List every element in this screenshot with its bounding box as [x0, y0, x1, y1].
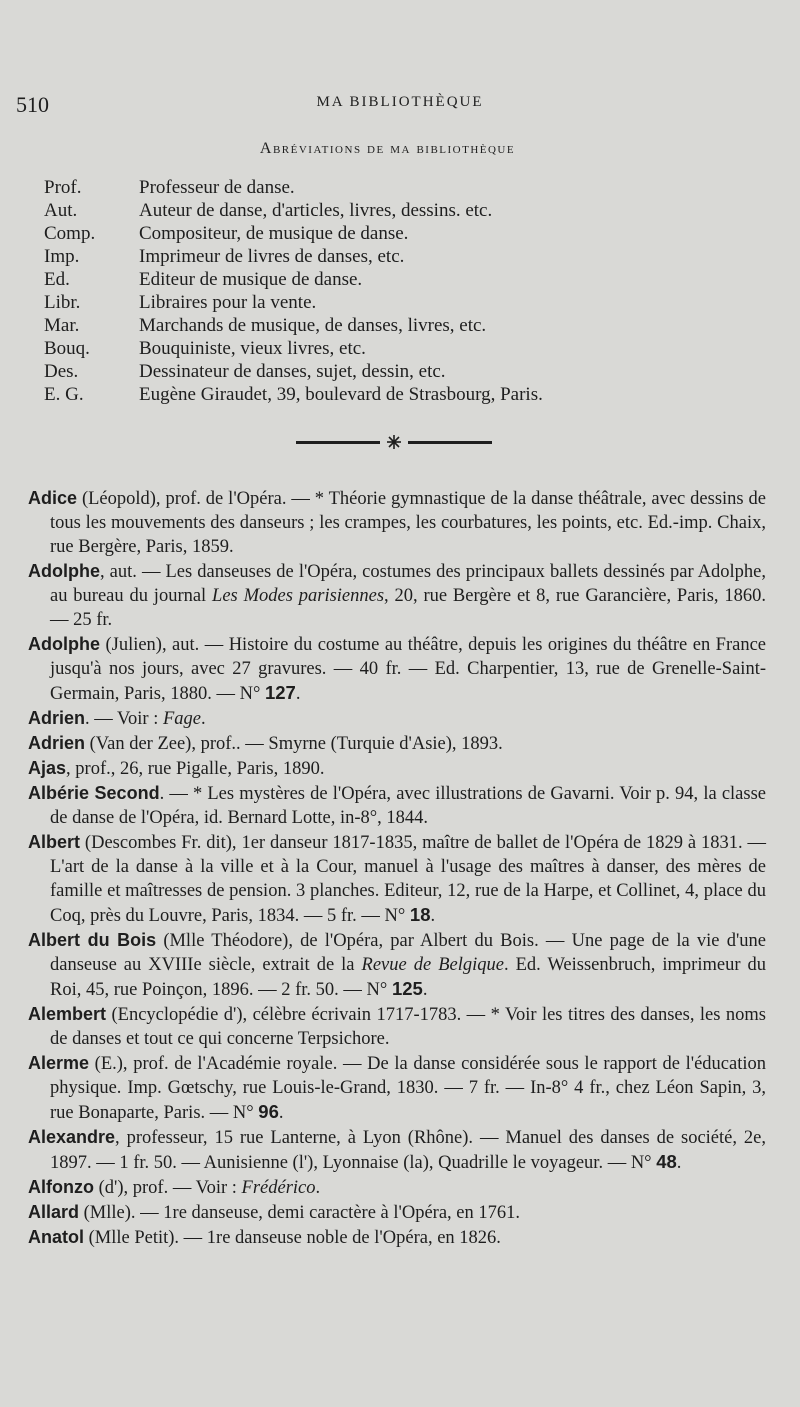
entry-italic-text: Fage	[162, 709, 201, 729]
abbreviation: Ed.	[44, 269, 70, 290]
page-number: 510	[16, 92, 49, 117]
entry-text: (Descombes Fr. dit), 1er danseur 1817-1835, maître de ballet de l'Opéra de 1829 à 1831. — L'art de la danse à la ville et à la Cour, manuel à l'usage des maîtres à danser, des mères de famille et maîtresses de pension. 3 planches. Editeur, 12, rue de la Harpe, et Collinet, 4, place du Coq, près du Louvre, Paris, 1834. — 5 fr. — N°	[50, 833, 766, 926]
entry-text: .	[422, 980, 428, 1000]
entry-text: (Julien), aut. — Histoire du costume au théâtre, depuis les origines du théâtre en France jusqu'à nos jours, avec 27 gravures. — 40 fr. — Ed. Charpentier, 13, rue de Grenelle-Saint-Germain, Paris, 1880. — N°	[50, 635, 766, 704]
abbreviation-row	[44, 222, 543, 245]
entry-text: . — * Les mystères de l'Opéra, avec illustrations de Gavarni. Voir p. 94, la classe de danse de l'Opéra, id. Bernard Lotte, in-8°, 1844.	[50, 784, 766, 828]
entry-text: . Ed. Weissenbruch, imprimeur du Roi, 45, rue Poinçon, 1896. — 2 fr. 50. — N°	[50, 955, 766, 1000]
entry	[28, 559, 766, 632]
abbreviation: Bouq.	[44, 338, 90, 359]
entry-headword: Anatol	[28, 1227, 84, 1247]
entry-text: , professeur, 15 rue Lanterne, à Lyon (Rhône). — Manuel des danses de société, 2e, 1897. — 1 fr. 50. — Aunisienne (l'), Lyonnaise (la), Quadrille le voyageur. — N°	[50, 1128, 766, 1173]
abbreviation-meaning: Eugène Giraudet, 39, boulevard de Strasbourg, Paris.	[139, 384, 543, 405]
entry-text: .	[315, 1178, 321, 1198]
entry-text: (Mlle Théodore), de l'Opéra, par Albert du Bois. — Une page de la vie d'une danseuse au XVIIIe siècle, extrait de la	[50, 931, 766, 975]
entry-headword: Alembert	[28, 1004, 107, 1024]
abbreviation-row	[44, 337, 543, 360]
abbreviation-row	[44, 383, 543, 406]
entry-italic-text: Revue de Belgique	[361, 955, 504, 975]
abbreviation-meaning: Marchands de musique, de danses, livres, etc.	[139, 315, 487, 336]
entry	[28, 1225, 766, 1250]
abbreviation: Libr.	[44, 292, 81, 313]
entry	[28, 706, 766, 731]
entry	[28, 731, 766, 756]
entry	[28, 632, 766, 706]
entry-text: .	[278, 1103, 284, 1123]
abbreviation-meaning: Imprimeur de livres de danses, etc.	[139, 246, 405, 267]
entry-text: , 20, rue Bergère et 8, rue Garancière, Paris, 1860. — 25 fr.	[50, 586, 766, 630]
entry	[28, 486, 766, 559]
abbreviations-list	[44, 176, 543, 406]
entry-text: (E.), prof. de l'Académie royale. — De la danse considérée sous le rapport de l'éducation physique. Imp. Gœtschy, rue Louis-le-Grand, 1830. — 7 fr. — In-8° 4 fr., chez Léon Sapin, 3, rue Bonaparte, Paris. — N°	[50, 1054, 766, 1123]
entry-headword: Alexandre	[28, 1127, 116, 1147]
entry-text: (Mlle Petit). — 1re danseuse noble de l'Opéra, en 1826.	[84, 1228, 501, 1248]
entry-headword: Adrien	[28, 733, 86, 753]
abbreviation-meaning: Dessinateur de danses, sujet, dessin, etc.	[139, 361, 446, 382]
entry-italic-text: Frédérico	[241, 1178, 316, 1198]
running-head: MA BIBLIOTHÈQUE	[316, 94, 484, 110]
entry-text: , aut. — Les danseuses de l'Opéra, costumes des principaux ballets dessinés par Adolphe, au bureau du journal	[50, 562, 766, 606]
abbreviation-row	[44, 199, 543, 222]
entry-headword: Alfonzo	[28, 1177, 94, 1197]
entry	[28, 830, 766, 928]
entry	[28, 928, 766, 1002]
entry	[28, 1200, 766, 1225]
entry-text: (Mlle). — 1re danseuse, demi caractère à l'Opéra, en 1761.	[79, 1203, 520, 1223]
entry	[28, 756, 766, 781]
abbreviation-row	[44, 314, 543, 337]
entry-headword: Ajas	[28, 758, 67, 778]
abbreviation: Aut.	[44, 200, 78, 221]
entry-text: .	[676, 1153, 682, 1173]
entry-headword: Adrien	[28, 708, 86, 728]
entry-headword: Adolphe	[28, 634, 100, 654]
entry-headword: Alerme	[28, 1053, 90, 1073]
divider-ornament	[296, 432, 492, 452]
abbreviation: Prof.	[44, 177, 82, 198]
abbreviation-row	[44, 291, 543, 314]
entry-text: (Léopold), prof. de l'Opéra. — * Théorie gymnastique de la danse théâtrale, avec dessins de tous les mouvements des danseurs ; les crampes, les courbatures, les points, etc. Ed.-imp. Chaix, rue Bergère, Paris, 1859.	[50, 489, 766, 557]
entry-catalog-number: 48	[656, 1151, 677, 1172]
entry-text: , prof., 26, rue Pigalle, Paris, 1890.	[66, 759, 325, 779]
abbreviation-meaning: Professeur de danse.	[139, 177, 295, 198]
entry-catalog-number: 96	[258, 1101, 279, 1122]
abbreviation: Imp.	[44, 246, 80, 267]
entry-headword: Albérie Second	[28, 783, 160, 803]
abbreviation: Des.	[44, 361, 79, 382]
entry-headword: Adice	[28, 488, 78, 508]
abbreviation-meaning: Bouquiniste, vieux livres, etc.	[139, 338, 366, 359]
abbreviation-meaning: Compositeur, de musique de danse.	[139, 223, 409, 244]
abbreviation-row	[44, 360, 543, 383]
entry-text: .	[295, 684, 301, 704]
entry-italic-text: Les Modes parisiennes	[212, 586, 385, 606]
entry-text: (d'), prof. — Voir :	[93, 1178, 242, 1198]
abbreviation-meaning: Editeur de musique de danse.	[139, 269, 363, 290]
entry	[28, 1051, 766, 1125]
entry	[28, 781, 766, 830]
entry-headword: Adolphe	[28, 561, 100, 581]
entry	[28, 1175, 766, 1200]
abbreviation: Comp.	[44, 223, 96, 244]
entry-headword: Albert du Bois	[28, 930, 157, 950]
entry-headword: Allard	[28, 1202, 80, 1222]
abbreviation: Mar.	[44, 315, 80, 336]
entry	[28, 1002, 766, 1051]
entry-text: .	[430, 906, 436, 926]
abbreviation: E. G.	[44, 384, 84, 405]
abbreviation-meaning: Libraires pour la vente.	[139, 292, 317, 313]
bibliography-entries	[28, 486, 766, 1250]
abbreviations-title: Abréviations de ma bibliothèque	[259, 140, 516, 157]
entry-text: (Encyclopédie d'), célèbre écrivain 1717-1783. — * Voir les titres des danses, les noms de danses et tout ce qui concerne Terpsichore.	[50, 1005, 766, 1049]
entry	[28, 1125, 766, 1175]
entry-catalog-number: 127	[264, 682, 296, 703]
abbreviation-row	[44, 245, 543, 268]
entry-catalog-number: 125	[391, 978, 423, 999]
entry-headword: Albert	[28, 832, 81, 852]
abbreviation-row	[44, 176, 543, 199]
entry-text: .	[201, 709, 206, 729]
abbreviation-meaning: Auteur de danse, d'articles, livres, dessins. etc.	[139, 200, 493, 221]
entry-catalog-number: 18	[409, 904, 431, 925]
entry-text: (Van der Zee), prof.. — Smyrne (Turquie d'Asie), 1893.	[85, 734, 503, 754]
abbreviation-row	[44, 268, 543, 291]
entry-text: . — Voir :	[85, 709, 163, 729]
